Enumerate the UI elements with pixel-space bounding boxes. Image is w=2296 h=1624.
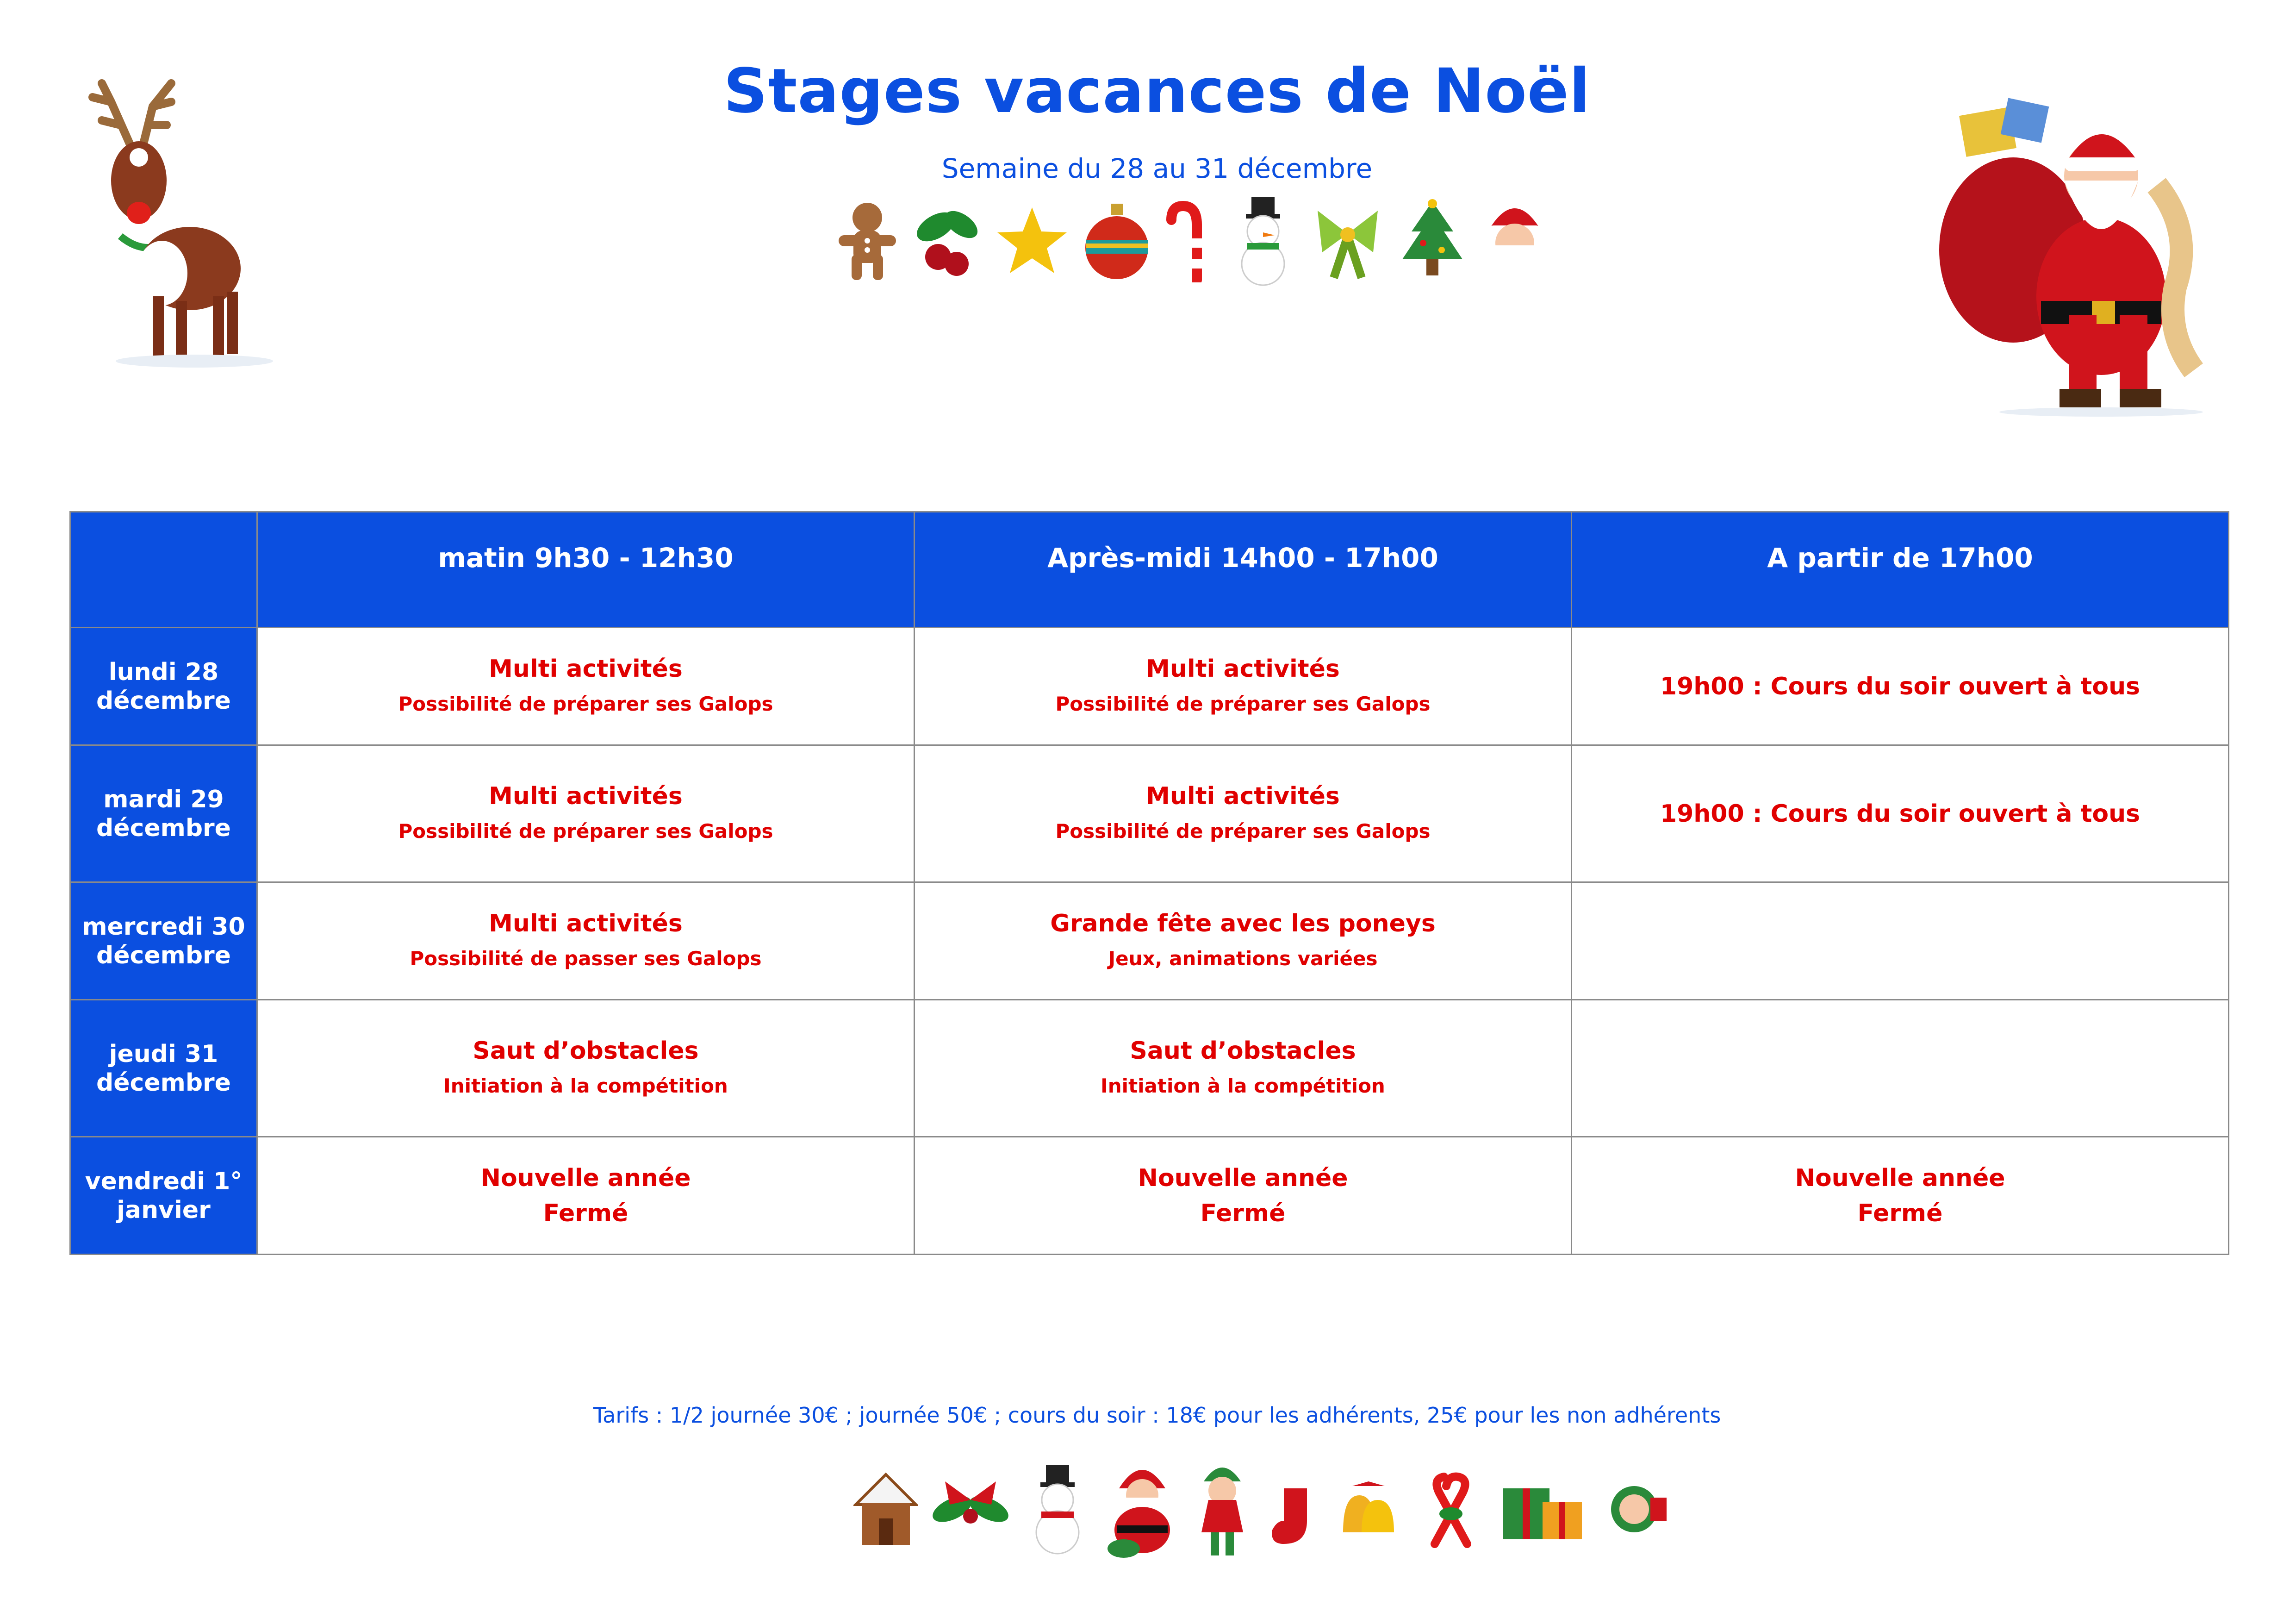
header-cell-afternoon: Après-midi 14h00 - 17h00 — [915, 512, 1572, 628]
stocking-icon — [1265, 1470, 1321, 1550]
activity-detail: Fermé — [1200, 1199, 1286, 1227]
elf-icon — [1192, 1458, 1252, 1562]
page-title: Stages vacances de Noël — [723, 56, 1591, 127]
day-cell: jeudi 31 décembre — [70, 1000, 257, 1137]
reindeer-icon — [74, 74, 278, 372]
day-cell: lundi 28 décembre — [70, 628, 257, 745]
activity-cell — [257, 745, 915, 882]
table-row — [70, 745, 2229, 882]
activity-detail: Initiation à la compétition — [443, 1074, 728, 1097]
santa-claus-icon — [1935, 93, 2221, 418]
activity-title: Multi activités — [489, 782, 683, 810]
activity-cell — [1572, 628, 2229, 745]
holly-bow-icon — [931, 1472, 1010, 1548]
header-cell-morning: matin 9h30 - 12h30 — [257, 512, 915, 628]
christmas-tree-icon — [1398, 199, 1467, 284]
bottom-icon-row — [847, 1458, 1675, 1562]
activity-detail: Possibilité de préparer ses Galops — [398, 819, 773, 843]
activity-detail: Fermé — [543, 1199, 628, 1227]
activity-title: Multi activités — [489, 909, 683, 937]
snowman-icon — [1228, 194, 1298, 289]
activity-title: Nouvelle année — [480, 1164, 691, 1192]
activity-detail: Possibilité de préparer ses Galops — [1055, 819, 1431, 843]
table-row — [70, 628, 2229, 745]
activity-title: 19h00 : Cours du soir ouvert à tous — [1660, 800, 2140, 828]
activity-cell — [1572, 745, 2229, 882]
activity-detail: Fermé — [1857, 1199, 1943, 1227]
candy-cane-icon — [1164, 199, 1215, 284]
activity-detail: Possibilité de préparer ses Galops — [398, 692, 773, 715]
activity-title: Multi activités — [489, 655, 683, 683]
day-cell: vendredi 1° janvier — [70, 1137, 257, 1255]
activity-detail: Possibilité de préparer ses Galops — [1055, 692, 1431, 715]
santa-face-icon — [1480, 197, 1549, 287]
snowman-icon — [1023, 1463, 1092, 1557]
table-row — [70, 1137, 2229, 1255]
header-cell-evening: A partir de 17h00 — [1572, 512, 2229, 628]
activity-title: 19h00 : Cours du soir ouvert à tous — [1660, 672, 2140, 700]
activity-cell — [257, 628, 915, 745]
activity-cell — [257, 882, 915, 1000]
elf-face-icon — [1599, 1479, 1669, 1541]
activity-cell — [915, 882, 1572, 1000]
gingerbread-icon — [835, 199, 900, 284]
activity-cell — [257, 1137, 915, 1255]
star-icon — [995, 204, 1069, 280]
activity-cell — [1572, 1137, 2229, 1255]
activity-title: Saut d’obstacles — [473, 1037, 699, 1065]
activity-title: Grande fête avec les poneys — [1050, 909, 1436, 937]
day-cell: mercredi 30 décembre — [70, 882, 257, 1000]
activity-detail: Initiation à la compétition — [1101, 1074, 1385, 1097]
bells-icon — [1334, 1472, 1403, 1548]
activity-cell — [1572, 1000, 2229, 1137]
activity-cell — [915, 1137, 1572, 1255]
activity-title: Nouvelle année — [1138, 1164, 1348, 1192]
activity-detail: Jeux, animations variées — [1108, 947, 1378, 970]
day-cell: mardi 29 décembre — [70, 745, 257, 882]
candy-canes-icon — [1416, 1470, 1486, 1550]
activity-cell — [915, 628, 1572, 745]
table-row — [70, 882, 2229, 1000]
activity-title: Saut d’obstacles — [1130, 1037, 1356, 1065]
activity-title: Nouvelle année — [1795, 1164, 2005, 1192]
activity-cell — [915, 745, 1572, 882]
top-icon-row — [828, 194, 1556, 289]
activity-title: Multi activités — [1146, 782, 1340, 810]
holly-icon — [913, 199, 982, 284]
activity-cell — [915, 1000, 1572, 1137]
ornament-icon — [1082, 199, 1151, 284]
bow-icon — [1311, 201, 1385, 282]
schedule-table — [69, 511, 2229, 1255]
header-cell — [70, 512, 257, 628]
activity-detail: Possibilité de passer ses Galops — [410, 947, 762, 970]
gifts-icon — [1499, 1474, 1587, 1546]
table-row — [70, 1000, 2229, 1137]
page-subtitle: Semaine du 28 au 31 décembre — [941, 153, 1373, 184]
table-header-row — [70, 512, 2229, 628]
santa-icon — [1105, 1461, 1179, 1560]
activity-cell — [257, 1000, 915, 1137]
activity-cell — [1572, 882, 2229, 1000]
tarifs-text: Tarifs : 1/2 journée 30€ ; journée 50€ ; cours du soir : 18€ pour les adhérents, 25€ pour les non adhérents — [593, 1403, 1721, 1428]
activity-title: Multi activités — [1146, 655, 1340, 683]
gingerbread-house-icon — [853, 1470, 918, 1550]
